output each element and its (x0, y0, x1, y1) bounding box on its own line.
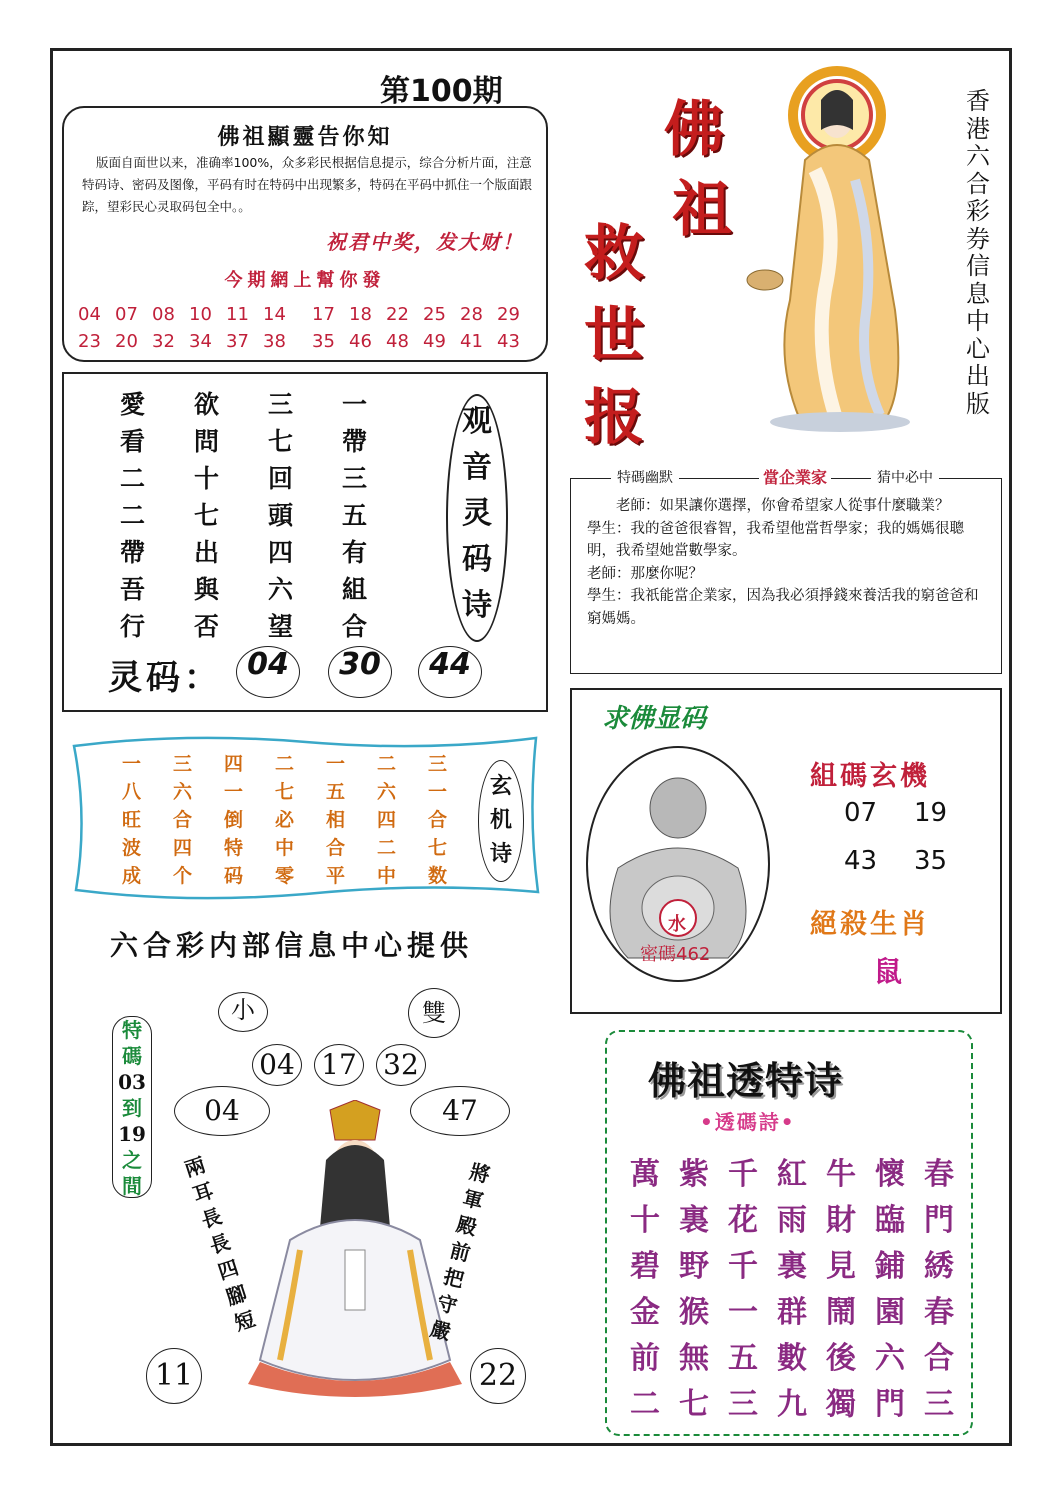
number: 08 (152, 304, 175, 325)
label-char: 音 (462, 450, 492, 485)
poem-char: 数 (428, 864, 448, 887)
jue-zodiac: 鼠 (874, 955, 903, 988)
teima-char: 19 (118, 1122, 146, 1146)
poem-char: 金 (630, 1295, 660, 1330)
poem-char: 个 (173, 864, 193, 887)
number-circle: 32 (376, 1044, 426, 1086)
poem-char: 七 (275, 780, 295, 803)
vert-char: 守 (434, 1290, 460, 1319)
number: 07 (115, 304, 138, 325)
poem-char: 中 (377, 864, 397, 887)
joke-body (587, 495, 991, 630)
poem-char: 見 (826, 1249, 856, 1284)
poem-char: 必 (275, 808, 295, 831)
xiao-circle: 小 (218, 992, 268, 1032)
poem-char: 財 (826, 1203, 856, 1238)
jue-title: 絕殺生肖 (810, 909, 930, 940)
poem-char: 六 (173, 780, 193, 803)
label-char: 机 (489, 807, 512, 833)
buddha-box (570, 688, 1002, 1014)
today-title: 今期網上幫你發 (224, 270, 386, 291)
xuanji-poem-grid (122, 748, 479, 888)
poem-char: 六 (875, 1341, 905, 1376)
publisher-vertical-text: 香港六合彩券信息中心出版 (966, 87, 990, 418)
fozu-poem-subtitle: •透碼詩• (700, 1110, 796, 1134)
lingma-number: 04 (236, 646, 300, 698)
vert-char: 把 (440, 1264, 467, 1293)
vert-char: 長 (198, 1203, 225, 1233)
joke-line: 學生：我祇能當企業家，因為我必須掙錢來養活我的窮爸爸和窮媽媽。 (587, 588, 979, 627)
vert-char: 軍 (460, 1185, 486, 1214)
label-char: 码 (462, 542, 492, 577)
label-char: 诗 (462, 588, 492, 623)
poem-char: 二 (120, 500, 146, 530)
poem-char: 裏 (777, 1249, 807, 1284)
poem-char: 牛 (826, 1157, 856, 1192)
zuma-number: 43 (844, 846, 878, 876)
number: 29 (497, 304, 520, 325)
poem-char: 五 (728, 1341, 758, 1376)
poem-char: 倒 (224, 808, 244, 831)
poem-char: 群 (777, 1295, 807, 1330)
poem-char: 五 (342, 500, 368, 530)
poem-char: 雨 (777, 1203, 807, 1238)
poem-char: 獨 (826, 1387, 856, 1422)
poem-char: 六 (268, 574, 294, 604)
number: 49 (423, 331, 446, 352)
joke-header-left: 特碼幽默 (611, 467, 679, 487)
poem-char: 平 (326, 864, 346, 887)
vert-char: 腳 (223, 1280, 250, 1310)
poem-char: 中 (275, 836, 295, 859)
number: 11 (226, 304, 249, 325)
poem-char: 三 (428, 752, 448, 775)
poem-char: 一 (342, 389, 368, 419)
poem-char: 八 (122, 780, 142, 803)
number: 10 (189, 304, 212, 325)
poem-char: 一 (428, 780, 448, 803)
title-char-fo: 佛 (664, 95, 724, 165)
poem-char: 組 (342, 574, 368, 604)
joke-line: 學生：我的爸爸很睿智，我希望他當哲學家；我的媽媽很聰明，我希望她當數學家。 (587, 520, 964, 559)
poem-char: 裏 (679, 1203, 709, 1238)
poem-char: 紫 (679, 1157, 709, 1192)
provider-text: 六合彩内部信息中心提供 (110, 929, 474, 962)
guanyin-seated-figure (230, 1100, 480, 1400)
poem-char: 相 (326, 808, 346, 831)
label-char: 灵 (462, 496, 492, 531)
shuang-circle: 雙 (408, 988, 460, 1038)
guanyin-poem-grid (120, 384, 416, 643)
poem-char: 二 (275, 752, 295, 775)
number: 48 (386, 331, 409, 352)
vert-char: 嚴 (427, 1316, 454, 1345)
guanyin-standing-figure (745, 60, 945, 435)
poem-char: 合 (173, 808, 193, 831)
poem-char: 懷 (875, 1157, 905, 1192)
poem-char: 與 (194, 574, 220, 604)
poem-char: 五 (326, 780, 346, 803)
title-char-shi: 世 (584, 301, 644, 371)
poem-char: 野 (679, 1249, 709, 1284)
zuma-number: 19 (914, 798, 948, 828)
poem-char: 前 (630, 1341, 660, 1376)
number: 41 (460, 331, 483, 352)
label-char: 观 (462, 404, 492, 439)
number: 38 (263, 331, 286, 352)
number-circle-left: 11 (146, 1348, 202, 1404)
poem-char: 七 (679, 1387, 709, 1422)
number: 32 (152, 331, 175, 352)
number: 46 (349, 331, 372, 352)
number: 20 (115, 331, 138, 352)
poem-char: 數 (777, 1341, 807, 1376)
number: 18 (349, 304, 372, 325)
poem-char: 猴 (679, 1295, 709, 1330)
poem-char: 四 (224, 752, 244, 775)
poem-char: 合 (326, 836, 346, 859)
poem-char: 有 (342, 537, 368, 567)
poem-char: 合 (924, 1341, 954, 1376)
poem-char: 旺 (122, 808, 142, 831)
poem-char: 千 (728, 1157, 758, 1192)
poem-char: 三 (268, 389, 294, 419)
vert-char: 殿 (454, 1211, 480, 1240)
lingma-number: 44 (418, 646, 482, 698)
poem-char: 一 (122, 752, 142, 775)
poem-char: 成 (122, 864, 142, 887)
vert-char: 四 (214, 1255, 242, 1285)
notice-paragraph: 版面自面世以来，准确率100%，众多彩民根据信息提示，综合分析片面，注意特码诗、密码及图像，平码有时在特码中出现繁多，特码在平码中抓住一个版面跟踪，望彩民心灵取码包全中。。 (82, 155, 533, 214)
number: 22 (386, 304, 409, 325)
number: 28 (460, 304, 483, 325)
poem-char: 欲 (194, 389, 220, 419)
teima-char: 碼 (122, 1044, 142, 1068)
poem-char: 園 (875, 1295, 905, 1330)
seek-buddha-text: 求佛显码 (602, 704, 707, 734)
xuanji-label-oval (478, 760, 524, 882)
teima-char: 03 (118, 1070, 146, 1094)
poem-char: 看 (120, 426, 146, 456)
poem-char: 萬 (630, 1157, 660, 1192)
poem-char: 一 (224, 780, 244, 803)
number-circle: 04 (252, 1044, 302, 1086)
poem-char: 四 (377, 808, 397, 831)
guanyin-poem-box (62, 372, 548, 712)
joke-line: 老師：那麼你呢？ (587, 565, 703, 582)
poem-char: 合 (428, 808, 448, 831)
number: 17 (312, 304, 335, 325)
lingma-number: 30 (328, 646, 392, 698)
poem-char: 一 (728, 1295, 758, 1330)
fozu-poem-grid (630, 1148, 973, 1424)
poem-char: 春 (924, 1157, 954, 1192)
number: 37 (226, 331, 249, 352)
notice-wish: 祝君中奖，发大财！ (326, 230, 524, 254)
number: 43 (497, 331, 520, 352)
poem-char: 頭 (268, 500, 294, 530)
poem-char: 七 (194, 500, 220, 530)
poem-char: 門 (924, 1203, 954, 1238)
poem-char: 二 (377, 836, 397, 859)
poem-char: 三 (342, 463, 368, 493)
poem-char: 七 (268, 426, 294, 456)
vert-char: 短 (231, 1306, 259, 1336)
joke-header-title: 當企業家 (759, 465, 831, 488)
poem-char: 十 (194, 463, 220, 493)
poem-char: 鬧 (826, 1295, 856, 1330)
poem-char: 出 (194, 537, 220, 567)
number-circle: 17 (314, 1044, 364, 1086)
poem-char: 無 (679, 1341, 709, 1376)
poem-char: 二 (377, 752, 397, 775)
water-character: 水 (668, 914, 686, 935)
poem-char: 合 (342, 611, 368, 641)
poem-char: 帶 (342, 426, 368, 456)
poem-char: 臨 (875, 1203, 905, 1238)
poem-char: 門 (875, 1387, 905, 1422)
left-oval-number: 04 (174, 1086, 270, 1136)
poem-char: 花 (728, 1203, 758, 1238)
title-char-zu: 祖 (672, 175, 732, 245)
poem-char: 二 (120, 463, 146, 493)
poem-char: 回 (268, 463, 294, 493)
poem-char: 波 (122, 836, 142, 859)
zuma-number: 35 (914, 846, 948, 876)
numbers-row-2 (78, 331, 536, 352)
number: 35 (312, 331, 335, 352)
number: 25 (423, 304, 446, 325)
poem-char: 行 (120, 611, 146, 641)
poem-char: 六 (377, 780, 397, 803)
poem-char: 紅 (777, 1157, 807, 1192)
poem-char: 千 (728, 1249, 758, 1284)
poem-char: 愛 (120, 389, 146, 419)
mima-code: 密碼462 (640, 944, 711, 965)
joke-line: 老師：如果讓你選擇，你會希望家人從事什麼職業？ (587, 498, 950, 514)
poem-char: 零 (275, 864, 295, 887)
poem-char: 帶 (120, 537, 146, 567)
joke-header-right: 猜中必中 (871, 467, 939, 487)
poem-char: 四 (268, 537, 294, 567)
notice-title: 佛祖顯靈告你知 (217, 124, 393, 150)
poem-char: 後 (826, 1341, 856, 1376)
label-char: 玄 (489, 773, 512, 799)
teima-char: 到 (122, 1096, 142, 1120)
poem-char: 吾 (120, 574, 146, 604)
poem-char: 三 (728, 1387, 758, 1422)
number: 34 (189, 331, 212, 352)
poem-char: 九 (777, 1387, 807, 1422)
poem-char: 一 (326, 752, 346, 775)
poem-char: 碧 (630, 1249, 660, 1284)
poem-char: 春 (924, 1295, 954, 1330)
numbers-row-1 (78, 304, 536, 325)
poem-char: 否 (194, 611, 220, 641)
number: 14 (263, 304, 286, 325)
poem-char: 綉 (924, 1249, 954, 1284)
zuma-number: 07 (844, 798, 878, 828)
poem-char: 二 (630, 1387, 660, 1422)
issue-number: 第100期 (380, 74, 503, 109)
number: 23 (78, 331, 101, 352)
right-oval-number: 47 (410, 1086, 510, 1136)
poem-char: 十 (630, 1203, 660, 1238)
vert-char: 兩 (181, 1152, 209, 1182)
vert-char: 將 (467, 1159, 493, 1188)
teima-range-box (112, 1016, 152, 1198)
guanyin-poem-label-oval (446, 394, 508, 642)
title-char-jiu: 救 (584, 219, 644, 289)
title-char-bao: 报 (584, 383, 644, 453)
teima-char: 之 (122, 1148, 142, 1172)
teima-char: 間 (122, 1174, 142, 1198)
poem-char: 特 (224, 836, 244, 859)
poem-char: 鋪 (875, 1249, 905, 1284)
fozu-poem-title: 佛祖透特诗 (648, 1058, 844, 1103)
vert-char: 長 (206, 1229, 234, 1259)
poem-char: 四 (173, 836, 193, 859)
vert-char: 前 (447, 1237, 473, 1267)
number: 04 (78, 304, 101, 325)
lingma-label: 灵码： (108, 658, 222, 698)
poem-char: 三 (924, 1387, 954, 1422)
joke-box (570, 468, 1002, 674)
label-char: 诗 (489, 841, 512, 867)
poem-char: 三 (173, 752, 193, 775)
zuma-title: 組碼玄機 (810, 761, 930, 792)
poem-char: 七 (428, 836, 448, 859)
teima-char: 特 (122, 1018, 142, 1042)
vert-char: 耳 (189, 1178, 217, 1208)
poem-char: 望 (268, 611, 294, 641)
poem-char: 問 (194, 426, 220, 456)
notice-box (62, 106, 548, 362)
poem-char: 码 (224, 864, 244, 887)
number-circle-right: 22 (470, 1348, 526, 1404)
